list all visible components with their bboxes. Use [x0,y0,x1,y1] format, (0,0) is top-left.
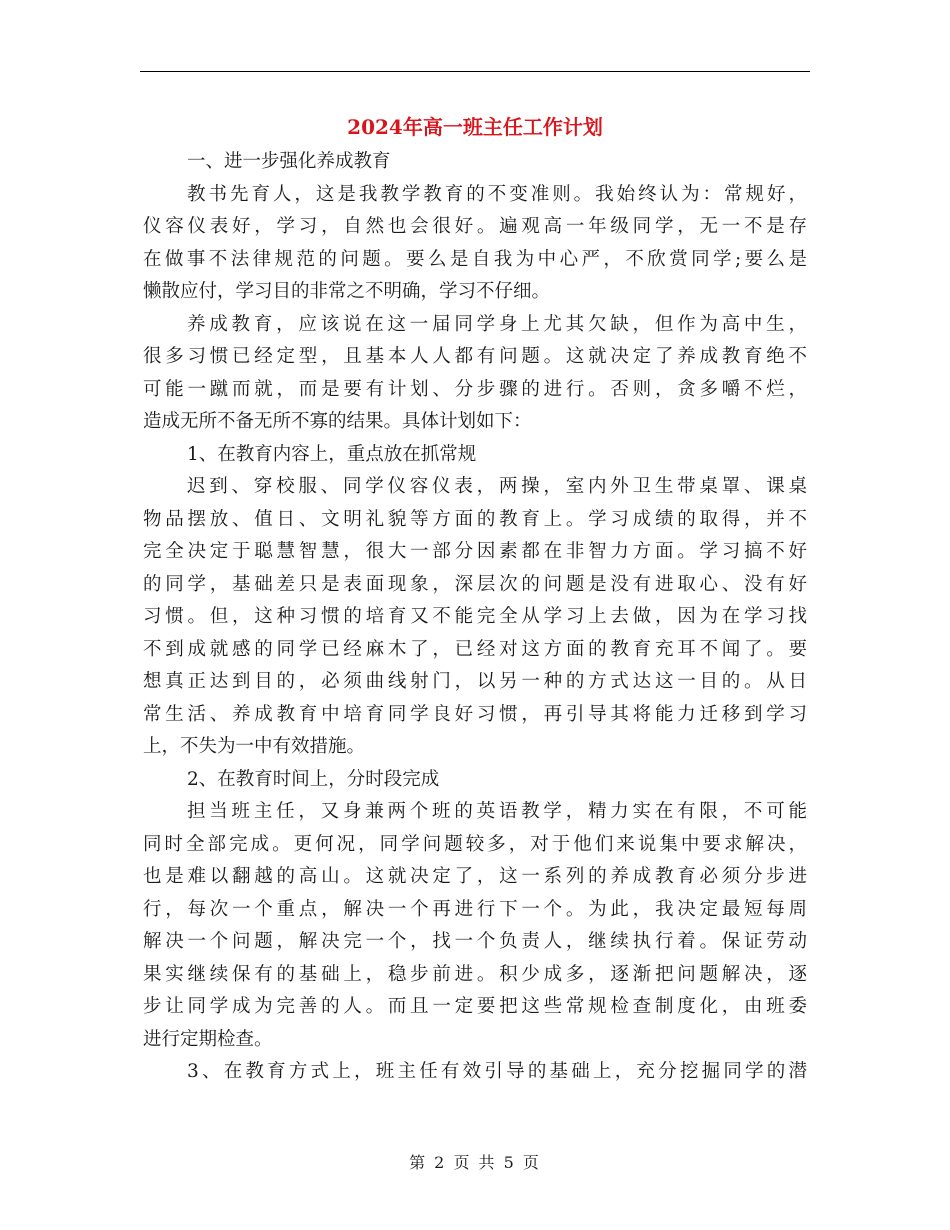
text-line: 习惯。但，这种习惯的培育又不能完全从学习上去做，因为在学习找 [143,606,807,627]
text-line: 养成教育，应该说在这一届同学身上尤其欠缺，但作为高中生， [187,313,807,335]
text-line: 担当班主任，又身兼两个班的英语教学，精力实在有限，不可能 [187,801,807,822]
text-line: 也是难以翻越的高山。这就决定了，这一系列的养成教育必须分步进 [143,866,807,887]
text-line: 1、在教育内容上，重点放在抓常规 [187,443,477,465]
text-line: 同时全部完成。更何况，同学问题较多，对于他们来说集中要求解决， [143,833,807,855]
page-footer: 第 2 页 共 5 页 [409,1153,541,1172]
text-line: 教书先育人，这是我教学教育的不变准则。我始终认为：常规好， [187,183,807,205]
text-line: 在做事不法律规范的问题。要么是自我为中心严，不欣赏同学;要么是 [143,248,807,270]
text-line: 行，每次一个重点，解决一个再进行下一个。为此，我决定最短每周 [143,898,807,920]
text-line: 解决一个问题，解决完一个，找一个负责人，继续执行着。保证劳动 [143,931,807,952]
text-line: 常生活、养成教育中培育同学良好习惯，再引导其将能力迁移到学习 [143,703,807,725]
text-line: 步让同学成为完善的人。而且一定要把这些常规检查制度化，由班委 [143,996,807,1017]
text-line: 仪容仪表好，学习，自然也会很好。遍观高一年级同学，无一不是存 [143,216,807,237]
text-line: 2、在教育时间上，分时段完成 [187,768,440,790]
text-line: 完全决定于聪慧智慧，很大一部分因素都在非智力方面。学习搞不好 [143,541,807,562]
page-title: 2024年高一班主任工作计划 [347,115,603,139]
text-line: 3、在教育方式上，班主任有效引导的基础上，充分挖掘同学的潜 [187,1061,807,1082]
text-line: 果实继续保有的基础上，稳步前进。积少成多，逐渐把问题解决，逐 [143,963,807,985]
text-line: 很多习惯已经定型，且基本人人都有问题。这就决定了养成教育绝不 [143,346,807,367]
text-line: 一、进一步强化养成教育 [187,151,391,172]
text-line: 可能一蹴而就，而是要有计划、分步骤的进行。否则，贪多嚼不烂， [143,378,807,400]
text-line: 的同学，基础差只是表面现象，深层次的问题是没有进取心、没有好 [143,573,807,595]
text-line: 迟到、穿校服、同学仪容仪表，两操，室内外卫生带桌罩、课桌 [187,476,807,497]
text-line: 上，不失为一中有效措施。 [143,736,366,757]
text-line: 物品摆放、值日、文明礼貌等方面的教育上。学习成绩的取得，并不 [143,508,807,530]
text-line: 想真正达到目的，必须曲线射门，以另一种的方式达这一目的。从日 [143,671,807,692]
header-rule [140,71,810,72]
text-line: 造成无所不备无所不寡的结果。具体计划如下： [143,411,532,432]
text-line: 懒散应付，学习目的非常之不明确，学习不仔细。 [143,281,551,302]
document-body [143,146,807,1089]
text-line: 进行定期检查。 [143,1028,273,1050]
text-line: 不到成就感的同学已经麻木了，已经对这方面的教育充耳不闻了。要 [143,638,807,660]
